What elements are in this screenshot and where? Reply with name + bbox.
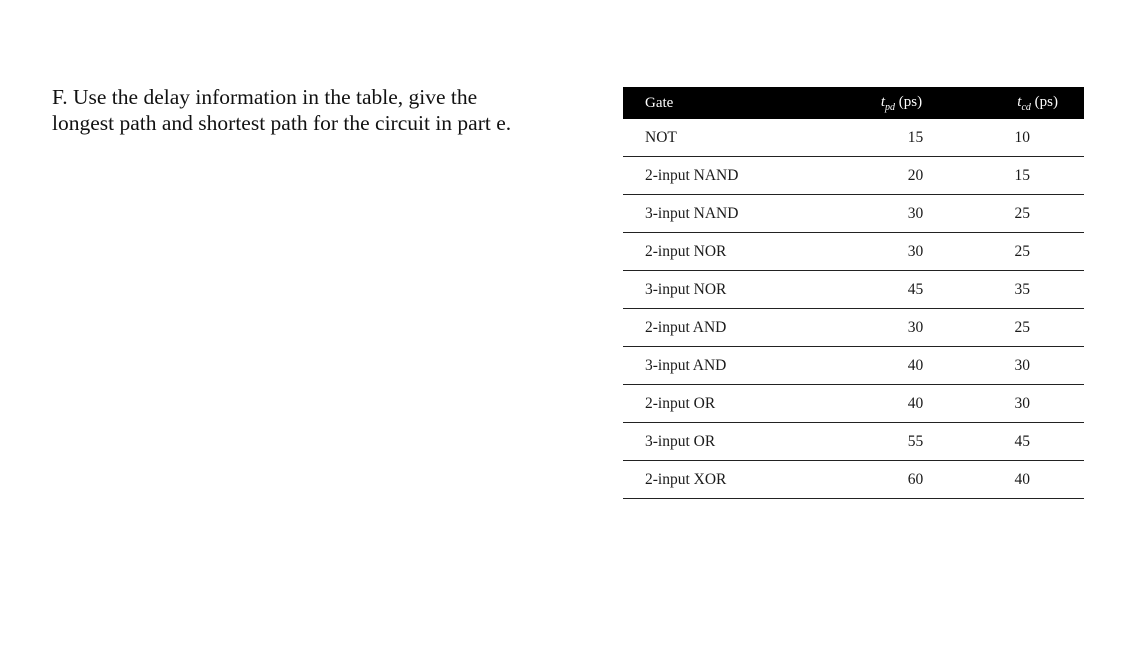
cell-gate: 2-input OR bbox=[623, 385, 810, 423]
cell-tpd: 30 bbox=[810, 195, 993, 233]
cell-gate: NOT bbox=[623, 119, 810, 157]
table-row bbox=[623, 347, 1084, 385]
cell-tpd: 60 bbox=[810, 461, 993, 499]
header-contamination-delay bbox=[993, 87, 1084, 119]
header-gate: Gate bbox=[645, 94, 674, 111]
cell-gate: 2-input AND bbox=[623, 309, 810, 347]
table-row bbox=[623, 423, 1084, 461]
table-row bbox=[623, 157, 1084, 195]
table-row bbox=[623, 271, 1084, 309]
table-row bbox=[623, 233, 1084, 271]
header-tcd-subscript: cd bbox=[1021, 101, 1031, 113]
cell-tcd: 35 bbox=[993, 271, 1084, 309]
header-propagation-delay bbox=[810, 87, 993, 119]
table-row bbox=[623, 119, 1084, 157]
gate-delay-table bbox=[623, 87, 1084, 499]
cell-gate: 2-input XOR bbox=[623, 461, 810, 499]
cell-tpd: 20 bbox=[810, 157, 993, 195]
cell-tpd: 55 bbox=[810, 423, 993, 461]
table-row bbox=[623, 461, 1084, 499]
cell-tcd: 25 bbox=[993, 195, 1084, 233]
cell-gate: 3-input OR bbox=[623, 423, 810, 461]
table-header bbox=[623, 87, 1084, 119]
table-row bbox=[623, 309, 1084, 347]
table-row bbox=[623, 385, 1084, 423]
header-tpd-subscript: pd bbox=[885, 101, 896, 113]
cell-tcd: 30 bbox=[993, 347, 1084, 385]
cell-tcd: 10 bbox=[993, 119, 1084, 157]
table-header-row bbox=[623, 87, 1084, 119]
cell-tpd: 30 bbox=[810, 309, 993, 347]
question-line-2: longest path and shortest path for the circuit in part e. bbox=[52, 111, 512, 135]
cell-gate: 3-input AND bbox=[623, 347, 810, 385]
header-tcd-symbol: t bbox=[1017, 93, 1022, 110]
cell-gate: 2-input NAND bbox=[623, 157, 810, 195]
cell-gate: 3-input NOR bbox=[623, 271, 810, 309]
header-tpd-symbol: t bbox=[880, 93, 886, 110]
question-text bbox=[52, 84, 612, 136]
cell-tcd: 40 bbox=[993, 461, 1084, 499]
cell-tpd: 40 bbox=[810, 347, 993, 385]
cell-tcd: 30 bbox=[993, 385, 1084, 423]
header-tcd-unit: (ps) bbox=[1030, 93, 1058, 110]
cell-tpd: 15 bbox=[810, 119, 993, 157]
cell-tcd: 25 bbox=[993, 233, 1084, 271]
cell-tpd: 45 bbox=[810, 271, 993, 309]
cell-gate: 3-input NAND bbox=[623, 195, 810, 233]
cell-tcd: 25 bbox=[993, 309, 1084, 347]
cell-gate: 2-input NOR bbox=[623, 233, 810, 271]
cell-tpd: 30 bbox=[810, 233, 993, 271]
question-line-1: F. Use the delay information in the table, give the bbox=[52, 85, 478, 109]
cell-tcd: 15 bbox=[993, 157, 1084, 195]
cell-tpd: 40 bbox=[810, 385, 993, 423]
table-body bbox=[623, 119, 1084, 499]
header-tpd-unit: (ps) bbox=[895, 93, 923, 110]
cell-tcd: 45 bbox=[993, 423, 1084, 461]
table-row bbox=[623, 195, 1084, 233]
